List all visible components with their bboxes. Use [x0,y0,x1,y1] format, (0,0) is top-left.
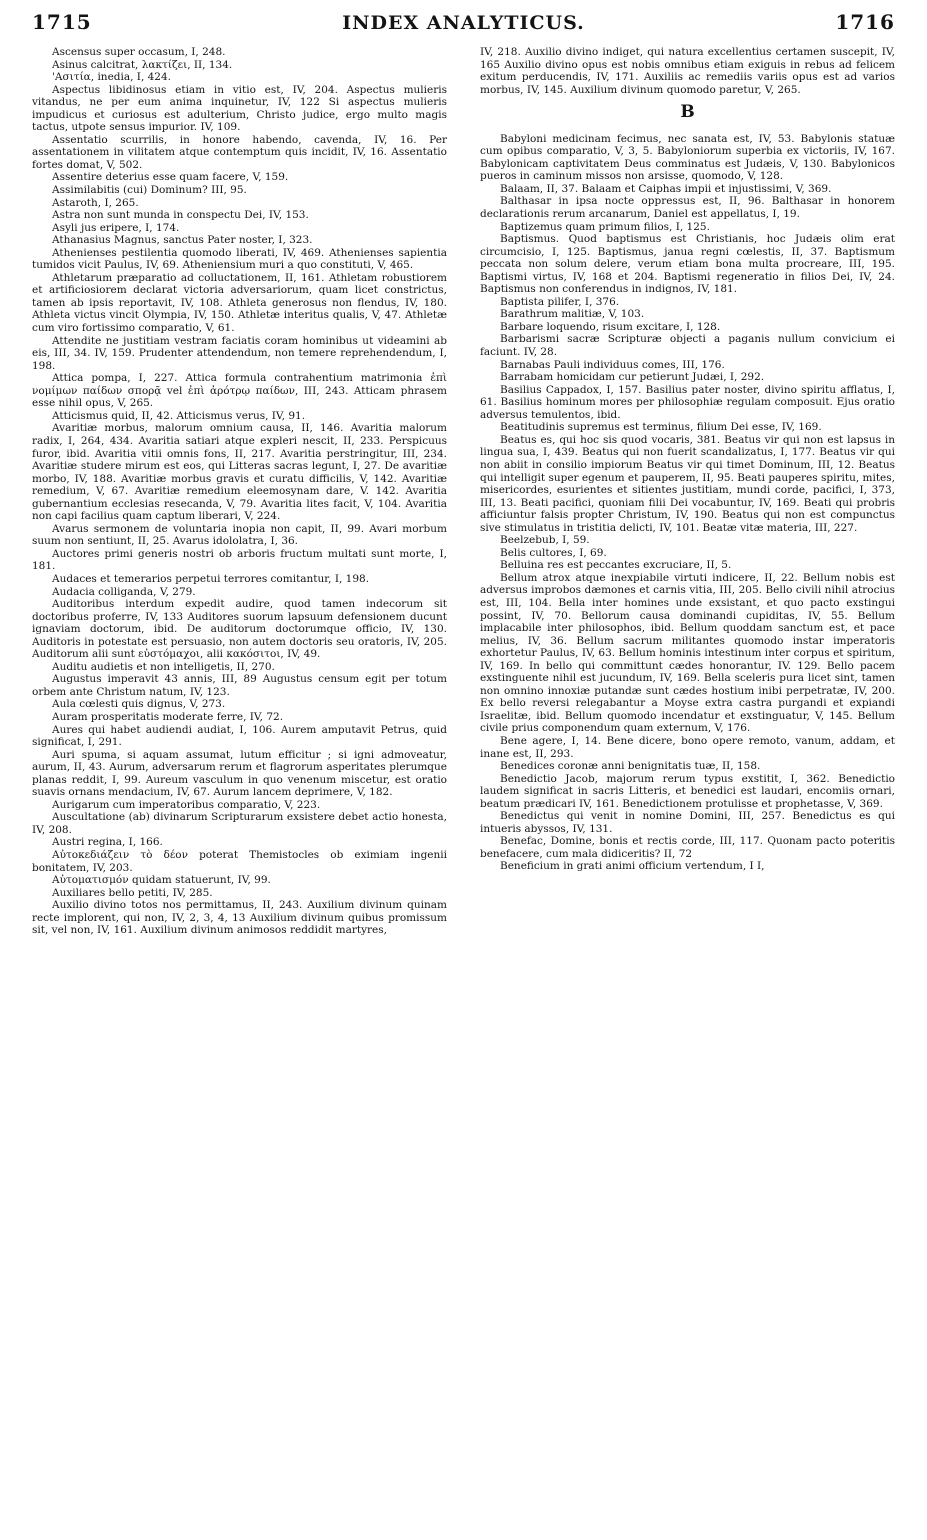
index-entry: Αὐτοματισμόν quidam statuerunt, IV, 99. [52,874,271,887]
index-entry: Atticismus quid, II, 42. Atticismus verus, IV, 91. [52,409,306,422]
index-entry: Beneficium in grati animi officium vertendum, I I, [500,860,765,873]
index-entry: Balthasar in ipsa nocte oppressus est, II, 96. Balthasar in honorem declarationis rerum arcanarum, Daniel est appellatus, I, 19. [480,195,895,221]
index-entry: Augustus imperavit 43 annis, III, 89 Augustus censum egit per totum orbem ante Christum natum, IV, 123. [32,673,447,698]
index-entry: Assentatio scurrilis, in honore habendo, cavenda, IV, 16. Per assentationem in vilitatem atque contemptum quis incidit, IV, 16. Assentatio fortes domat, V, 502. [32,133,447,171]
index-entry: Auscultatione (ab) divinarum Scripturarum exsistere debet actio honesta, IV, 208. [32,811,447,836]
index-entry: Benefac, Domine, bonis et rectis corde, III, 117. Quonam pacto poteritis benefacere, cum mala didiceritis? II, 72 [480,835,895,860]
index-entry: Baptizemus quam primum filios, I, 125. [500,220,710,233]
index-entry: Auri spuma, si aquam assumat, lutum efficitur ; si igni admoveatur, aurum, II, 43. Aurum, adversarum rerum et flagrorum asperitates plerumque planas reddit, I, 99. Aureum vasculum in quo venenum miscetur, est oratio suavis ornans mendacium, IV, 67. Aurum lancem deprimere, V, 182. [32,748,447,799]
index-entry: Audaces et temerarios perpetui terrores comitantur, I, 198. [52,572,370,585]
index-entry: Auxilio divino totos nos permittamus, II, 243. Auxilium divinum quinam recte implorent, qui non, IV, 2, 3, 4, 13 Auxilium divinum quibus promissum sit, vel non, IV, 161. Auxilium divinum animosos reddidit martyres, [32,899,447,937]
index-entry: Astaroth, I, 265. [52,196,139,209]
index-entry: Auditoribus interdum expedit audire, quod tamen indecorum sit doctoribus proferre, IV, 133 Auditores suorum lapsuum defensionem ducunt ignaviam doctorum, ibid. De auditorum doctorumque officio, IV, 130. Auditoris in potestate est persuasio, non autem doctoris seu oratoris, IV, 205. Auditorum alii sunt εὐστόμαχοι, alii κακόσιτοι, IV, 49. [32,598,447,661]
index-entry: Astra non sunt munda in conspectu Dei, IV, 153. [52,209,309,222]
index-entry: Athenienses pestilentia quomodo liberati, IV, 469. Athenienses sapientia tumidos vicit Paulus, IV, 69. Atheniensium muri a quo constituti, V, 465. [32,246,447,272]
index-entry: Baptista pilifer, I, 376. [500,295,620,308]
index-columns [32,46,895,937]
index-entry: Barrabam homicidam cur petierunt Judæi, I, 292. [500,371,765,384]
index-entry: Attendite ne justitiam vestram faciatis coram hominibus ut videamini ab eis, III, 34. IV, 159. Prudenter attendendum, non temere reprehendendum, I, 198. [32,334,447,372]
index-entry: Attica pompa, I, 227. Attica formula contrahentium matrimonia ἐπὶ νομίμων παίδων σπορᾷ vel ἐπὶ ἀρότρῳ παίδων, III, 243. Atticam phrasem esse nihil opus, V, 265. [32,372,447,410]
page-title: INDEX ANALYTICUS. [342,12,585,34]
left-column [32,46,447,937]
index-entry: Benedictus qui venit in nomine Domini, III, 257. Benedictus es qui intueris abyssos, IV, 131. [480,810,895,835]
index-entry: Barathrum malitiæ, V, 103. [500,308,645,321]
index-entry: Avaritiæ morbus, malorum omnium causa, II, 146. Avaritia malorum radix, I, 264, 434. Avaritia satiari atque expleri nescit, II, 233. Perspicuus furor, ibid. Avaritia vitii omnis fons, II, 217. Avaritia perstringitur, III, 234. Avaritiæ studere mirum est eos, qui Litteras sacras legunt, I, 27. De avaritiæ morbo, IV, 188. Avaritiæ morbus gravis et curatu difficilis, V, 142. Avaritiæ remedium, V, 67. Avaritiæ remedium eleemosynam dare, V. 142. Avaritia gubernantium ecclesias resecanda, V, 79. Avaritia lites facit, V, 104. Avaritia non capi facilius quam captum liberari, V, 224. [32,422,447,523]
section-letter: B [680,102,695,123]
index-entry: Aures qui habet audiendi audiat, I, 106. Aurem amputavit Petrus, quid significat, I, 291. [32,723,447,749]
index-entry: Auctores primi generis nostri ob arboris fructum multati sunt morte, I, 181. [32,547,447,573]
index-entry: Austri regina, I, 166. [52,836,163,849]
index-entry: Beatus es, qui hoc sis quod vocaris, 381. Beatus vir qui non est lapsus in lingua sua, I, 439. Beatus qui non fuerit scandalizatus, I, 177. Beatus vir qui non abiit in consilio impiorum Beatus vir qui timet Dominum, III, 12. Beatus qui intelligit super egenum et pauperem, II, 95. Beati pauperes spiritu, mites, misericordes, esurientes et sitientes justitiam, mundi corde, pacifici, I, 373, III, 13. Beati pacifici, quoniam filii Dei vocabuntur, IV, 169. Beati qui probris afficiuntur falsis propter Christum, IV, 190. Beatus qui non est compunctus sive stimulatus in tristitia delicti, IV, 101. Beatæ vitæ materia, III, 227. [480,433,895,534]
right-page-number: 1716 [835,10,895,34]
index-entry: Balaam, II, 37. Balaam et Caiphas impii et injustissimi, V, 369. [500,182,832,195]
index-entry: Barbarismi sacræ Scripturæ objecti a paganis nullum convicium ei faciunt. IV, 28. [480,333,895,359]
left-page-number: 1715 [32,10,92,34]
page-header [32,10,895,44]
index-entry: Bene agere, I, 14. Bene dicere, bono opere remoto, vanum, addam, et inane est, II, 293. [480,734,895,760]
index-entry: Bellum atrox atque inexpiabile virtuti indicere, II, 22. Bellum nobis est adversus improbos dæmones et carnis vitia, III, 205. Bello civili nihil atrocius est, III, 104. Bella inter homines unde exsistant, et quo pacto exstingui possint, IV, 70. Bellorum causa dominandi cupiditas, IV, 55. Bellum implacabile inter philosophos, ibid. Bellum quoddam sanctum est, et pace melius, IV, 36. Bellum sacrum militantes quomodo instar imperatoris exhortetur Paulus, IV, 63. Bellum hominis intestinum inter corpus et spiritum, IV, 169. In bello qui committunt cædes honorantur, IV. 129. Bello pacem exstinguente nihil est jucundum, IV, 169. Bella sceleris pura licet sint, tamen non omnino innoxiæ putandæ sunt cædes hostium inibi perpetratæ, IV, 200. Ex bello reversi relegabantur a Moyse extra castra purgandi et expiandi Israelitæ, ibid. Bellum quomodo incendatur et exstinguatur, V, 145. Bellum civile prius componendum quam externum, V, 176. [480,571,895,735]
index-entry: Babyloni medicinam fecimus, nec sanata est, IV, 53. Babylonis statuæ cum opibus comparatio, V, 3, 5. Babyloniorum superbia ex victoriis, IV, 167. Babylonicam captivitatem Deus comminatus est Judæis, V, 130. Babylonicos pueros in caminum missos non arsisse, quomodo, V, 128. [480,132,895,183]
index-entry: Belluina res est peccantes excruciare, II, 5. [500,559,732,572]
index-entry: Belis cultores, I, 69. [500,546,607,559]
right-column-entries [480,133,895,873]
index-entry: Asinus calcitrat, λακτίζει, II, 134. [52,58,233,71]
index-entry: Asyli jus eripere, I, 174. [52,221,180,234]
right-column-continuation [480,46,895,96]
index-entry: Aurigarum cum imperatoribus comparatio, V, 223. [52,798,321,811]
index-entry: Athletarum præparatio ad colluctationem, II, 161. Athletam robustiorem et artificiosiorem declarat victoria adversariorum, quam licet constrictus, tamen ab ipsis reportavit, IV, 108. Athleta generosus non flendus, IV, 180. Athleta victus vincit Olympia, IV, 150. Athletæ interitus qualis, V, 47. Athletæ cum viro fortissimo comparatio, V, 61. [32,271,447,335]
index-entry: Athanasius Magnus, sanctus Pater noster, I, 323. [52,234,313,247]
index-entry: Baptismus. Quod baptismus est Christianis, hoc Judæis olim erat circumcisio, I, 125. Baptismus, janua regni cœlestis, II, 37. Baptismum peccata non solum delere, verum etiam bona multa procreare, III, 195. Baptismi virtus, IV, 168 et 204. Baptismi regeneratio in filios Dei, IV, 24. Baptismus non conferendus in indignos, IV, 181. [480,233,895,296]
index-entry: IV, 218. Auxilio divino indiget, qui natura excellentius certamen suscepit, IV, 165 Auxilio divino opus est nobis omnibus etiam exiguis in rebus ad felicem exitum perducendis, IV, 171. Auxiliis ac remediis variis opus est ad varios morbus, IV, 145. Auxilium divinum quomodo paretur, V, 265. [480,46,895,96]
index-entry: Audacia colliganda, V, 279. [52,585,196,598]
index-entry: Benedictio Jacob, majorum rerum typus exstitit, I, 362. Benedictio laudem significat in sacris Litteris, et benedici est laudari, encomiis ornari, beatum prædicari IV, 161. Benedictionem protulisse et prophetasse, V, 369. [480,772,895,810]
index-entry: Beelzebub, I, 59. [500,534,590,547]
index-entry: Barnabas Pauli individuus comes, III, 176. [500,358,725,371]
index-entry: Assentire deterius esse quam facere, V, 159. [52,171,289,184]
index-entry: Basilius Cappadox, I, 157. Basilius pater noster, divino spiritu afflatus, I, 61. Basilius hominum mores per philosophiæ regulam composuit. Ejus oratio adversus temulentos, ibid. [480,383,895,421]
index-entry: Barbare loquendo, risum excitare, I, 128. [500,320,721,333]
index-entry: Ascensus super occasum, I, 248. [52,46,226,58]
index-entry: 'Ασιτία, inedia, I, 424. [52,71,171,84]
index-entry: Assimilabitis (cui) Dominum? III, 95. [52,184,247,197]
index-entry: Aula cœlesti quis dignus, V, 273. [52,698,226,711]
index-entry: Auxiliares bello petiti, IV, 285. [52,886,213,899]
index-entry: Αὐτοκεδιάζειν τὸ δέον poterat Themistocles ob eximiam ingenii bonitatem, IV, 203. [32,849,447,874]
index-entry: Avarus sermonem de voluntaria inopia non capit, II, 99. Avari morbum suum non sentiunt, II, 25. Avarus idololatra, I, 36. [32,522,447,548]
index-entry: Auditu audietis et non intelligetis, II, 270. [52,660,275,673]
index-entry: Beatitudinis supremus est terminus, filium Dei esse, IV, 169. [500,421,822,434]
index-entry: Aspectus libidinosus etiam in vitio est, IV, 204. Aspectus mulieris vitandus, ne per eum anima inquinetur, IV, 122 Si aspectus mulieris impudicus et curiosus est adulterium, Christo judice, ergo multo magis tactus, utpote sensus impurior. IV, 109. [32,83,447,134]
right-column [480,46,895,937]
index-entry: Auram prosperitatis moderate ferre, IV, 72. [52,710,284,723]
index-entry: Benedices coronæ anni benignitatis tuæ, II, 158. [500,760,761,773]
